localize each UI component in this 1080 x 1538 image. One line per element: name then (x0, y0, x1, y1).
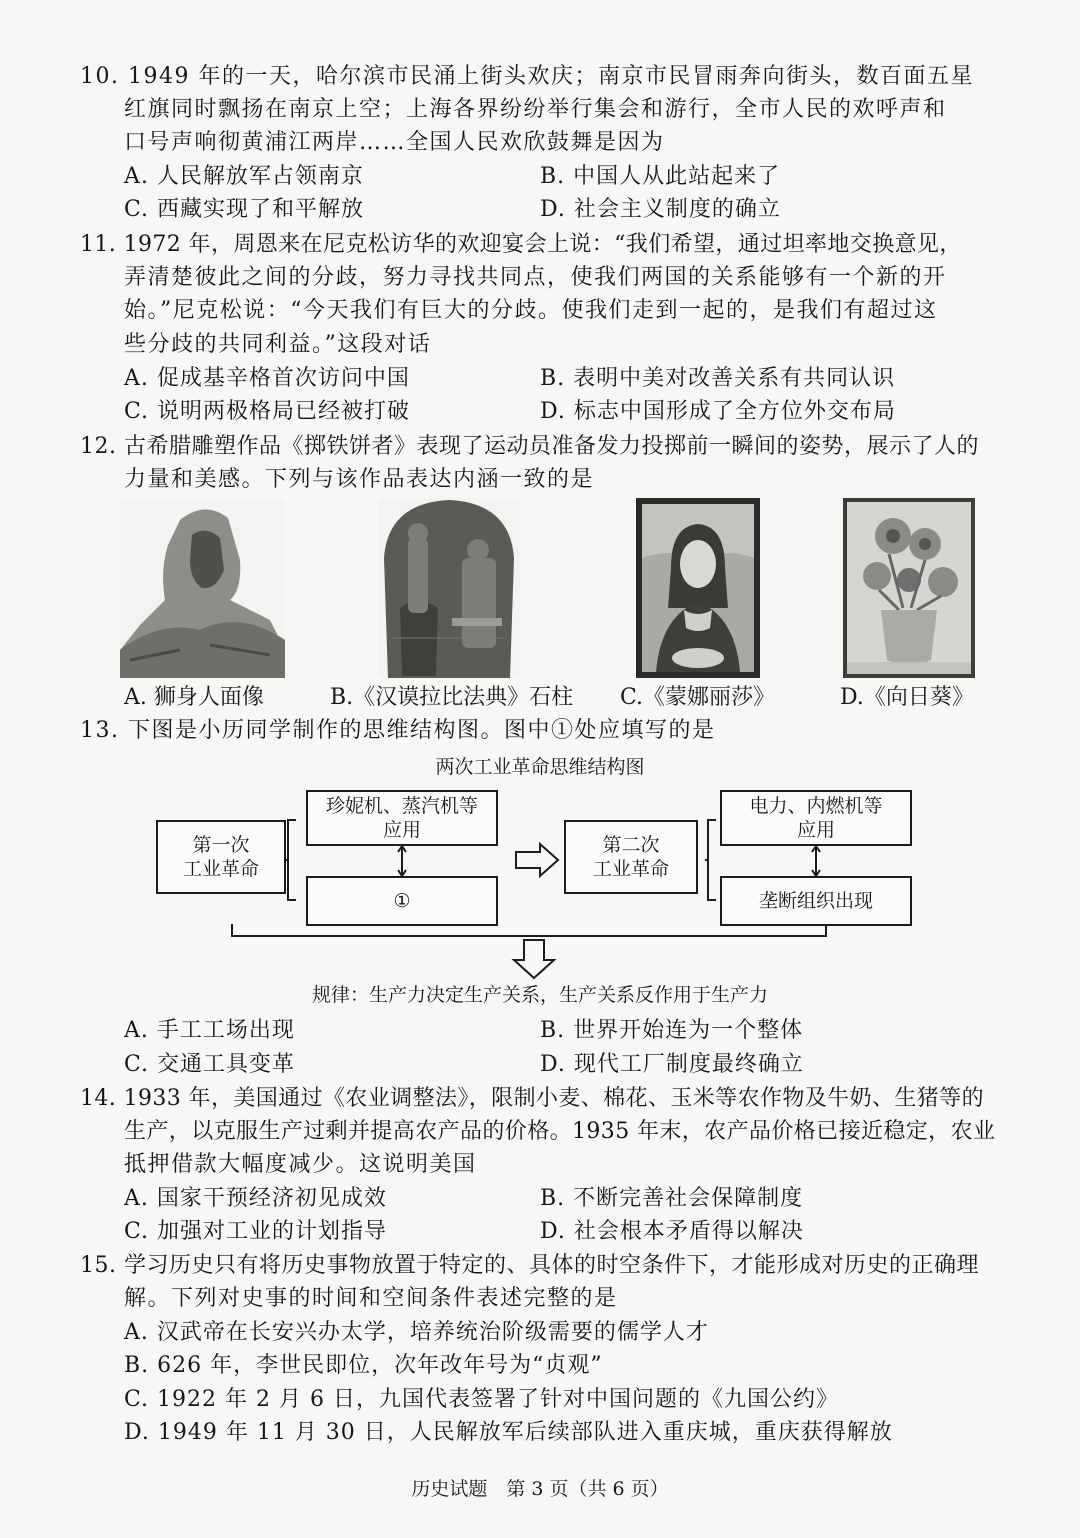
q11-option-a: A. 促成基辛格首次访问中国 (124, 366, 410, 391)
q11-stem-line-4: 些分歧的共同利益。”这段对话 (124, 332, 432, 357)
q10-stem-line-1: 10. 1949 年的一天，哈尔滨市民涌上街头欢庆；南京市民冒雨奔向街头，数百面五星 (80, 64, 974, 89)
q11-stem-line-3: 始。”尼克松说：“今天我们有巨大的分歧。使我们走到一起的，是我们有超过这 (124, 298, 938, 323)
diagram-title: 两次工业革命思维结构图 (435, 756, 645, 778)
q10-option-b: B. 中国人从此站起来了 (540, 164, 781, 189)
q14-option-b: B. 不断完善社会保障制度 (540, 1186, 804, 1211)
q15-option-c: C. 1922 年 2 月 6 日，九国代表签署了针对中国问题的《九国公约》 (124, 1387, 839, 1412)
q10-option-c: C. 西藏实现了和平解放 (124, 197, 365, 222)
blank-marker-1: ① (393, 890, 411, 912)
second-bottom-label: 垄断组织出现 (758, 890, 873, 912)
q15-stem-line-2: 解。下列对史事的时间和空间条件表述完整的是 (124, 1286, 618, 1311)
sphinx-image (120, 500, 285, 678)
second-top-box (720, 790, 912, 846)
q11-option-d: D. 标志中国形成了全方位外交布局 (540, 399, 896, 424)
second-revolution-label: 第二次 工业革命 (592, 834, 669, 880)
second-top-label: 电力、内燃机等 应用 (749, 795, 883, 841)
q15-stem-line-1: 15. 学习历史只有将历史事物放置于特定的、具体的时空条件下，才能形成对历史的正确理 (80, 1253, 979, 1278)
q12-caption-c: C.《蒙娜丽莎》 (620, 685, 776, 710)
q11-stem-line-2: 弄清楚彼此之间的分歧，努力寻找共同点，使我们两国的关系能够有一个新的开 (124, 265, 947, 290)
q14-stem-line-1: 14. 1933 年，美国通过《农业调整法》，限制小麦、棉花、玉米等农作物及牛奶、生猪等的 (80, 1086, 984, 1111)
q11-option-c: C. 说明两极格局已经被打破 (124, 399, 411, 424)
first-revolution-label: 第一次 工业革命 (182, 834, 259, 880)
first-top-label: 珍妮机、蒸汽机等 应用 (325, 795, 478, 841)
q15-option-d: D. 1949 年 11 月 30 日，人民解放军后续部队进入重庆城，重庆获得解放 (124, 1420, 893, 1445)
q13-stem-line-1: 13. 下图是小历同学制作的思维结构图。图中①处应填写的是 (80, 718, 716, 743)
first-top-box (306, 790, 498, 846)
mona-lisa-image (636, 498, 760, 678)
q12-stem-line-1: 12. 古希腊雕塑作品《掷铁饼者》表现了运动员准备发力投掷前一瞬间的姿势，展示了人的 (80, 434, 979, 459)
q11-option-b: B. 表明中美对改善关系有共同认识 (540, 366, 896, 391)
q10-option-a: A. 人民解放军占领南京 (124, 164, 364, 189)
q12-caption-a: A. 狮身人面像 (124, 685, 264, 710)
q13-option-b: B. 世界开始连为一个整体 (540, 1018, 804, 1043)
q10-stem-line-2: 红旗同时飘扬在南京上空；上海各界纷纷举行集会和游行，全市人民的欢呼声和 (124, 97, 947, 122)
q11-stem-line-1: 11. 1972 年，周恩来在尼克松访华的欢迎宴会上说：“我们希望，通过坦率地交换意见， (80, 232, 962, 257)
hammurabi-stele-image (378, 498, 520, 678)
q13-option-c: C. 交通工具变革 (124, 1052, 296, 1077)
q14-option-d: D. 社会根本矛盾得以解决 (540, 1219, 804, 1244)
q12-caption-b: B.《汉谟拉比法典》石柱 (330, 685, 574, 710)
second-bottom-box (720, 876, 912, 926)
q15-option-a: A. 汉武帝在长安兴办太学，培养统治阶级需要的儒学人才 (124, 1320, 709, 1345)
q10-option-d: D. 社会主义制度的确立 (540, 197, 781, 222)
first-revolution-box (156, 820, 286, 894)
q12-caption-d: D.《向日葵》 (840, 685, 974, 710)
q12-stem-line-2: 力量和美感。下列与该作品表达内涵一致的是 (124, 467, 595, 492)
sunflowers-image (843, 498, 975, 678)
q14-option-a: A. 国家干预经济初见成效 (124, 1186, 387, 1211)
page-footer: 历史试题 第 3 页（共 6 页） (411, 1478, 669, 1500)
q13-option-a: A. 手工工场出现 (124, 1018, 295, 1043)
q14-stem-line-3: 抵押借款大幅度减少。这说明美国 (124, 1152, 477, 1177)
q10-stem-line-3: 口号声响彻黄浦江两岸……全国人民欢欣鼓舞是因为 (124, 130, 665, 155)
diagram-rule: 规律：生产力决定生产关系，生产关系反作用于生产力 (311, 984, 768, 1006)
q15-option-b: B. 626 年，李世民即位，次年改年号为“贞观” (124, 1353, 603, 1378)
second-revolution-box (564, 820, 698, 894)
q14-stem-line-2: 生产，以克服生产过剩并提高农产品的价格。1935 年末，农产品价格已接近稳定，农业 (124, 1119, 996, 1144)
q13-option-d: D. 现代工厂制度最终确立 (540, 1052, 804, 1077)
q14-option-c: C. 加强对工业的计划指导 (124, 1219, 388, 1244)
first-bottom-box (306, 876, 498, 926)
